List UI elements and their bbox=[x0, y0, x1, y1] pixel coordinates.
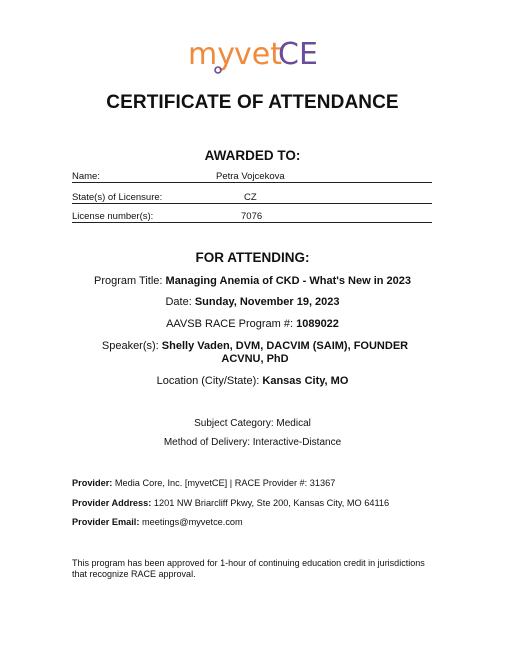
provider-value: Media Core, Inc. [myvetCE] | RACE Provider #: 31367 bbox=[112, 478, 336, 488]
underline bbox=[72, 182, 432, 183]
name-field bbox=[72, 171, 432, 185]
licensure-value: CZ bbox=[244, 192, 257, 203]
provider-address-value: 1201 NW Briarcliff Pkwy, Ste 200, Kansas City, MO 64116 bbox=[151, 498, 390, 508]
speaker-label: Speaker(s): bbox=[101, 340, 162, 352]
name-value: Petra Vojcekova bbox=[216, 171, 285, 182]
approval-note: This program has been approved for 1-hour of continuing education credit in jurisdictions that recognize RACE approval. bbox=[72, 558, 425, 579]
subject-category: Subject Category: Medical bbox=[194, 418, 311, 429]
license-number-value: 7076 bbox=[241, 211, 263, 222]
location-label: Location (City/State): bbox=[156, 375, 263, 387]
awarded-heading: AWARDED TO: bbox=[204, 148, 301, 163]
date-value: Sunday, November 19, 2023 bbox=[194, 296, 340, 308]
provider-label: Provider: bbox=[72, 478, 113, 488]
race-program-value: 1089022 bbox=[296, 318, 339, 330]
speaker-value: Shelly Vaden, DVM, DACVIM (SAIM), FOUNDER ACVNU, PhD bbox=[161, 340, 409, 365]
myvetce-logo bbox=[0, 34, 505, 74]
license-number-field bbox=[72, 211, 432, 225]
program-title-line bbox=[0, 275, 505, 287]
location-value: Kansas City, MO bbox=[262, 375, 349, 387]
logo-my: my bbox=[187, 37, 235, 72]
name-label: Name: bbox=[72, 171, 100, 182]
provider-address-line bbox=[72, 498, 389, 508]
race-program-line bbox=[0, 318, 505, 330]
provider-address-label: Provider Address: bbox=[72, 498, 152, 508]
licensure-field bbox=[72, 192, 432, 206]
myvetce-logo-graphic bbox=[178, 34, 328, 74]
provider-line bbox=[72, 478, 335, 488]
delivery-method: Method of Delivery: Interactive-Distance bbox=[163, 437, 342, 448]
logo-vet: vet bbox=[233, 37, 282, 72]
provider-email-line bbox=[72, 517, 243, 527]
date-label: Date: bbox=[165, 296, 195, 308]
race-program-label: AAVSB RACE Program #: bbox=[166, 318, 297, 330]
provider-email-value: meetings@myvetce.com bbox=[139, 517, 243, 527]
underline bbox=[72, 203, 432, 204]
license-number-label: License number(s): bbox=[72, 211, 154, 222]
program-title-value: Managing Anemia of CKD - What's New in 2023 bbox=[165, 275, 411, 287]
underline bbox=[72, 222, 432, 223]
licensure-label: State(s) of Licensure: bbox=[72, 192, 163, 203]
program-title-label: Program Title: bbox=[94, 275, 166, 287]
logo-ce: CE bbox=[277, 37, 318, 72]
attending-heading: FOR ATTENDING: bbox=[195, 250, 310, 265]
provider-email-label: Provider Email: bbox=[72, 517, 140, 527]
date-line bbox=[0, 296, 505, 308]
location-line bbox=[0, 375, 505, 387]
speaker-line bbox=[90, 340, 420, 366]
certificate-title: CERTIFICATE OF ATTENDANCE bbox=[106, 92, 399, 113]
